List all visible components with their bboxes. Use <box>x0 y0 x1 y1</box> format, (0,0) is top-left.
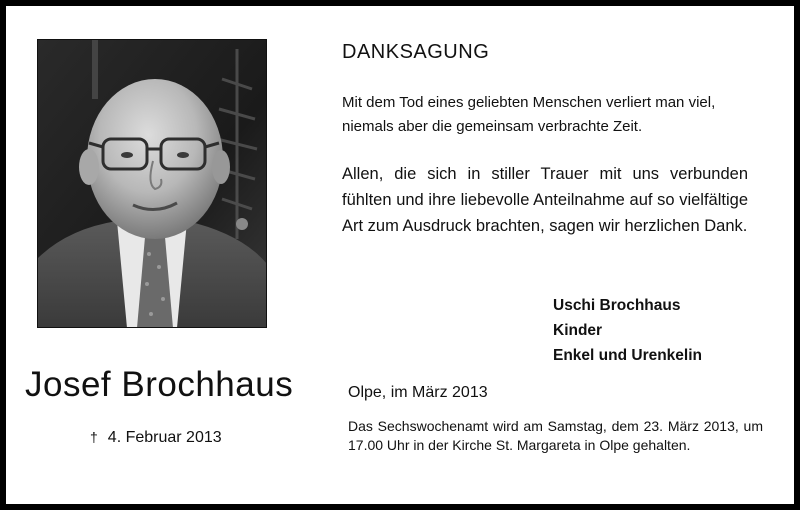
intro-text: Mit dem Tod eines geliebten Menschen verliert man viel, niemals aber die gemeinsam verbrachte Zeit. <box>342 94 716 135</box>
death-date-line <box>90 429 222 447</box>
signers-list <box>553 293 702 368</box>
deceased-name: Josef Brochhaus <box>25 365 294 404</box>
place-date: Olpe, im März 2013 <box>348 384 488 401</box>
service-note: Das Sechswochenamt wird am Samstag, dem 23. März 2013, um 17.00 Uhr in der Kirche St. Margareta in Olpe gehalten. <box>348 418 763 453</box>
signer-name: Uschi Brochhaus <box>553 297 681 314</box>
signer-name: Kinder <box>553 322 603 339</box>
cross-icon: † <box>90 429 98 445</box>
portrait-photo <box>37 39 267 328</box>
death-date: 4. Februar 2013 <box>107 429 222 446</box>
thanks-text: Allen, die sich in stiller Trauer mit uns verbunden fühlten und ihre liebevolle Anteilnahme auf so vielfältige Art zum Ausdruck brachten, sagen wir herzlichen Dank. <box>342 165 748 235</box>
page-title: DANKSAGUNG <box>342 41 490 63</box>
signer-name: Enkel und Urenkelin <box>553 347 703 364</box>
